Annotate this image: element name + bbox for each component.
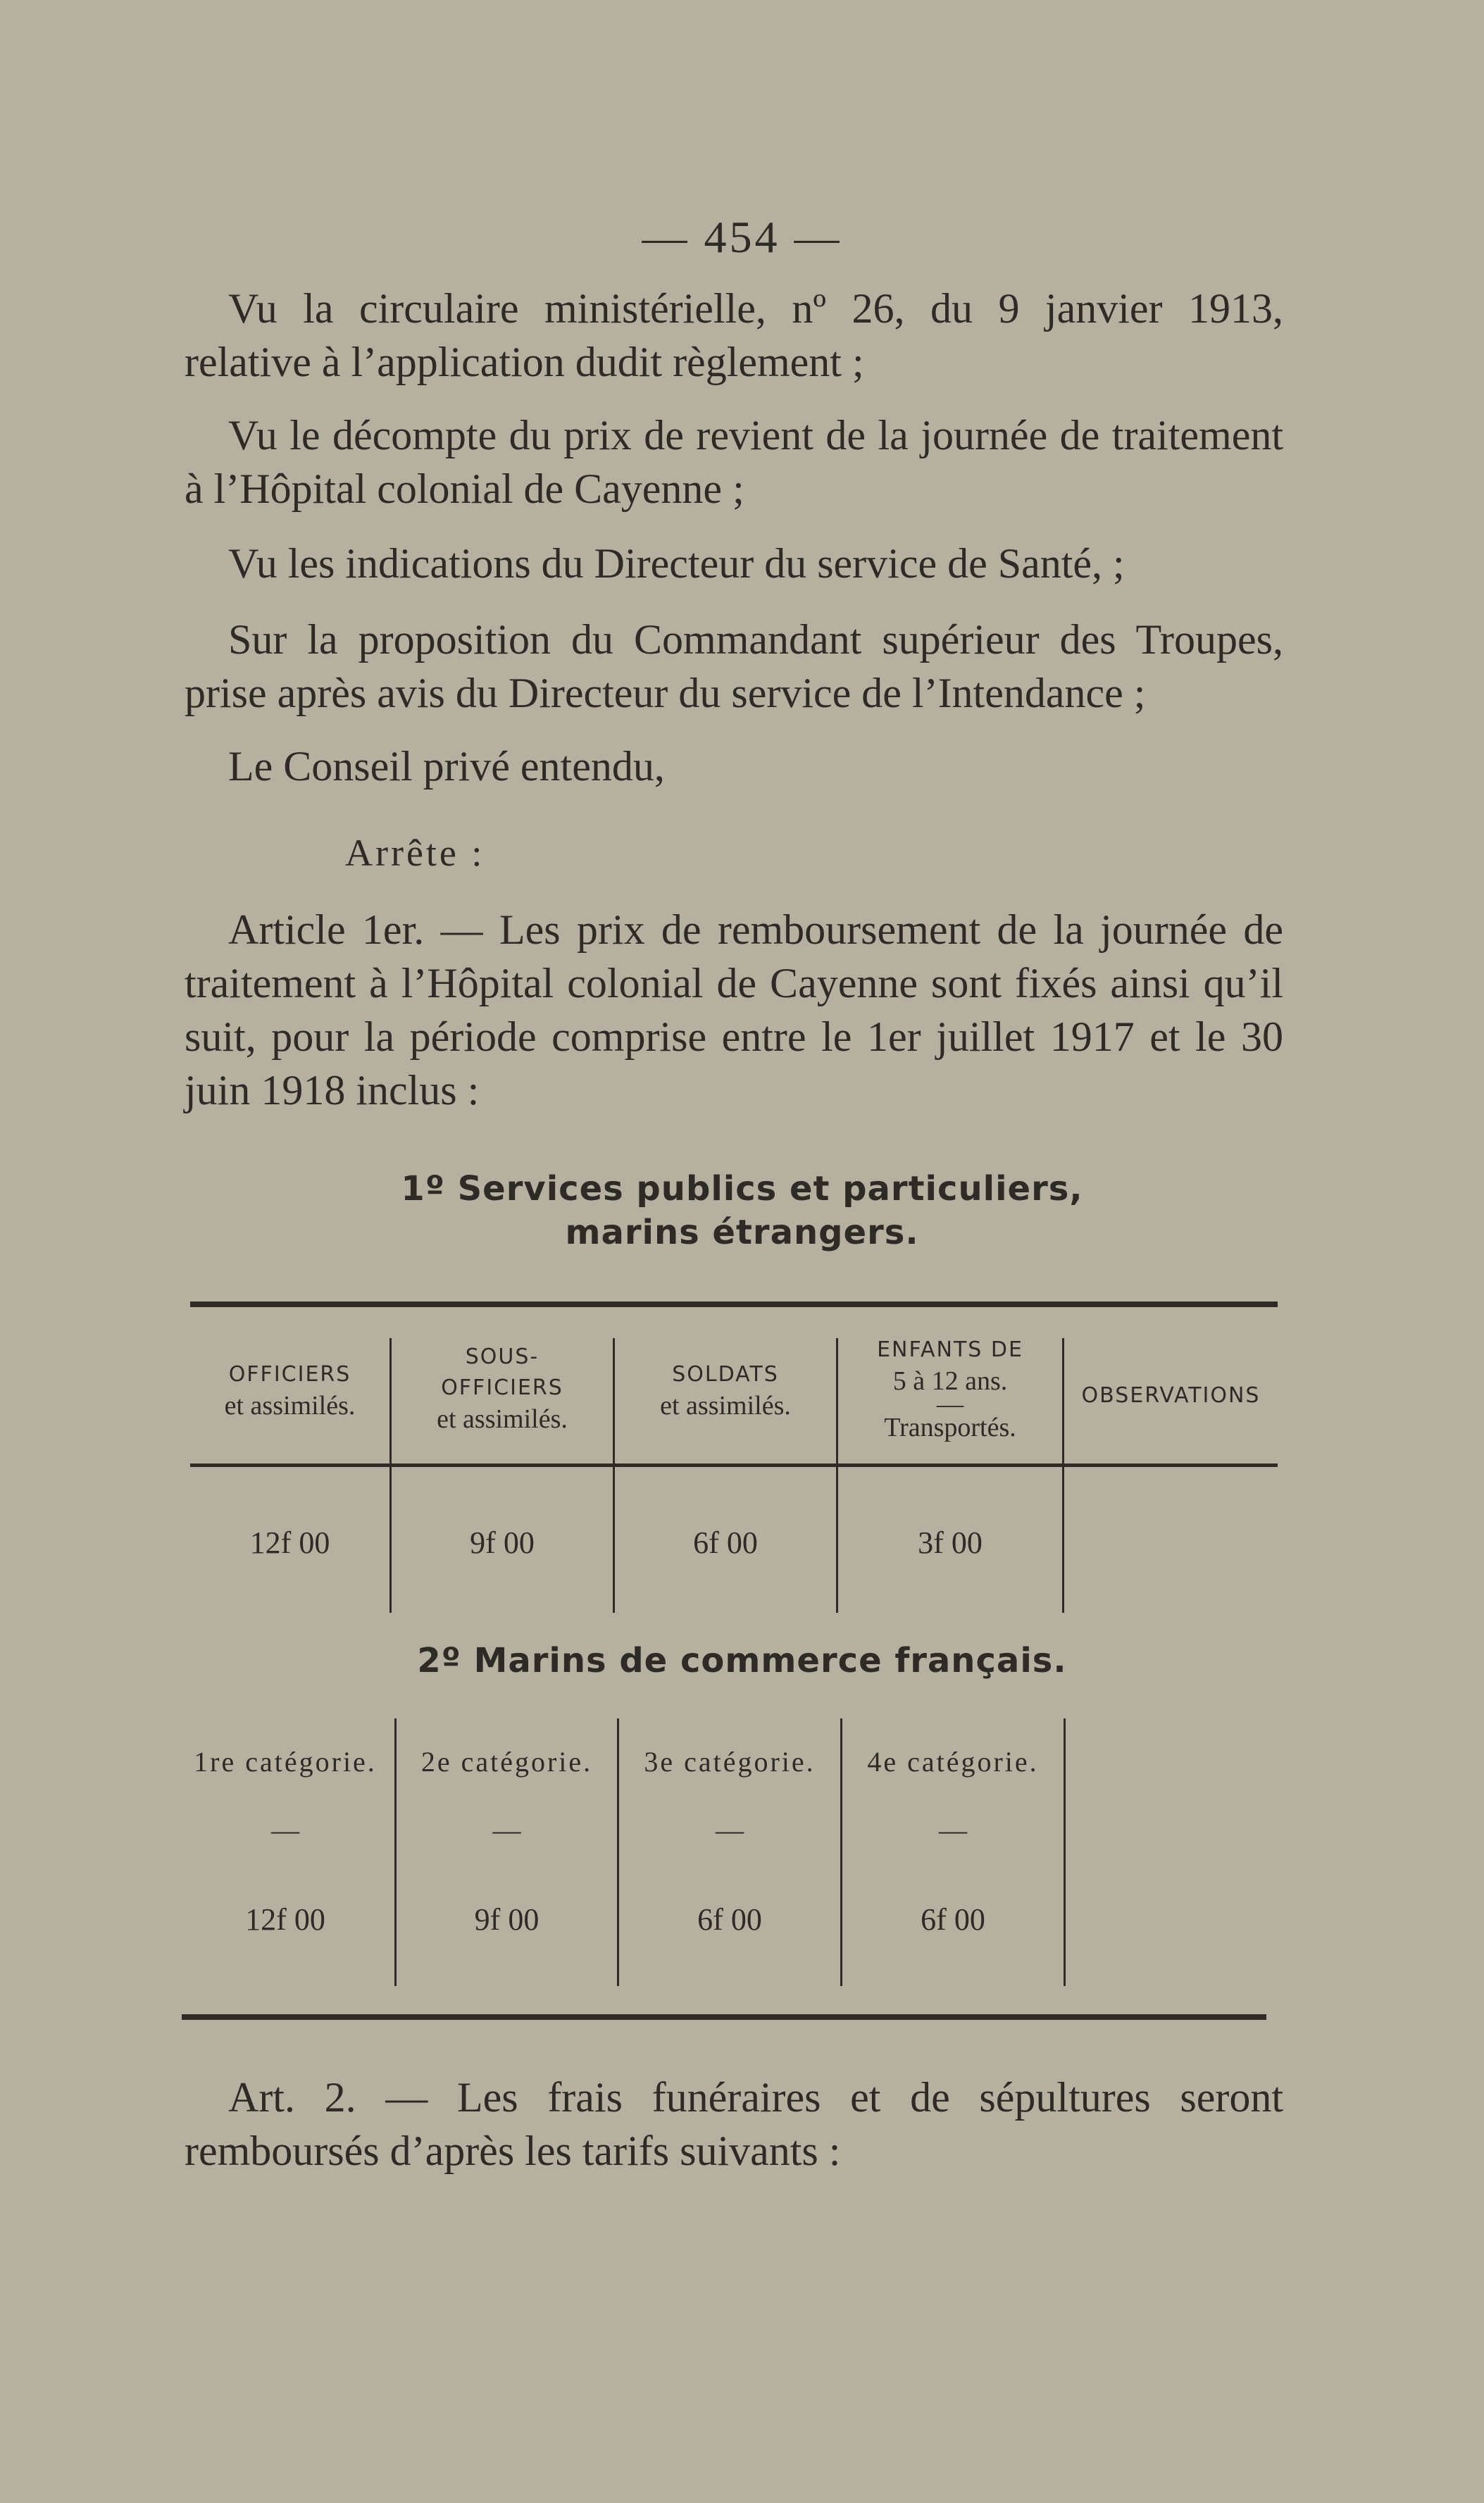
paragraph-conseil: Le Conseil privé entendu, [228, 743, 665, 789]
article-2 [185, 2071, 1283, 2178]
table-bottom-rule [182, 2014, 1266, 2020]
page-number: — 454 — [642, 212, 842, 262]
category-1: 1re catégorie. [194, 1746, 377, 1778]
value-officiers: 12f 00 [249, 1525, 330, 1560]
paragraph-indications: Vu les indications du Directeur du service de Santé, ; [228, 540, 1125, 587]
header-soldats [615, 1359, 836, 1421]
article-1 [185, 903, 1283, 1117]
arrete-heading: Arrête : [345, 832, 485, 874]
header-enfants [838, 1335, 1062, 1443]
header-sous-officiers [392, 1342, 613, 1435]
header-line: SOLDATS [672, 1362, 779, 1387]
article-2-label: Art. 2. [228, 2074, 356, 2121]
header-line: et assimilés. [660, 1391, 791, 1421]
dash: — [716, 1814, 744, 1846]
header-line: SOUS- [465, 1344, 540, 1369]
column-divider [1062, 1338, 1064, 1613]
header-bottom-rule [190, 1463, 1278, 1467]
value-category-3: 6f 00 [697, 1902, 762, 1937]
value-category-2: 9f 00 [474, 1902, 540, 1937]
article-2-text: — Les frais funéraires et de sépultures seront remboursés d’après les tarifs suivants : [185, 2074, 1283, 2174]
article-1-text: — Les prix de remboursement de la journée de traitement à l’Hôpital colonial de Cayenne sont fixés ainsi qu’il suit, pour la période comprise entre le 1er juillet 1917 et le 30 juin 1918 inclus : [185, 906, 1283, 1113]
header-officiers [190, 1359, 389, 1421]
header-line: OFFICIERS [228, 1362, 351, 1387]
header-line: 5 à 12 ans. [892, 1366, 1008, 1396]
section-2-title: 2º Marins de commerce français. [417, 1641, 1067, 1680]
value-category-4: 6f 00 [921, 1902, 985, 1937]
header-line: OBSERVATIONS [1081, 1383, 1261, 1408]
section-1-title-line2: marins étrangers. [565, 1213, 919, 1252]
header-line: et assimilés. [437, 1404, 568, 1434]
article-1-label: Article 1er. [228, 906, 425, 953]
category-4: 4e catégorie. [867, 1746, 1039, 1778]
paragraph-circulaire: Vu la circulaire ministérielle, nº 26, du 9 janvier 1913, relative à l’application dudit règlement ; [185, 285, 1283, 385]
header-line: ENFANTS DE [877, 1337, 1023, 1362]
dash: — [492, 1814, 521, 1846]
value-sous-officiers: 9f 00 [470, 1525, 535, 1560]
dash: — [939, 1814, 967, 1846]
paragraph-proposition: Sur la proposition du Commandant supérieur des Troupes, prise après avis du Directeur du service de l’Intendance ; [185, 616, 1283, 716]
value-enfants: 3f 00 [918, 1525, 983, 1560]
header-line: — [937, 1390, 964, 1419]
value-category-1: 12f 00 [245, 1902, 325, 1937]
header-line: Transportés. [884, 1413, 1016, 1442]
section-1-title-line1: 1º Services publics et particuliers, [401, 1169, 1083, 1209]
header-line: OFFICIERS [441, 1375, 563, 1400]
header-observations [1064, 1380, 1278, 1411]
column-divider [1064, 1718, 1066, 1986]
category-2: 2e catégorie. [420, 1746, 593, 1778]
value-soldats: 6f 00 [693, 1525, 758, 1560]
table-top-rule [190, 1302, 1278, 1307]
category-3: 3e catégorie. [644, 1746, 816, 1778]
dash: — [271, 1814, 299, 1846]
paragraph-decompte: Vu le décompte du prix de revient de la journée de traitement à l’Hôpital colonial de Cayenne ; [185, 412, 1283, 512]
header-line: et assimilés. [224, 1391, 356, 1421]
